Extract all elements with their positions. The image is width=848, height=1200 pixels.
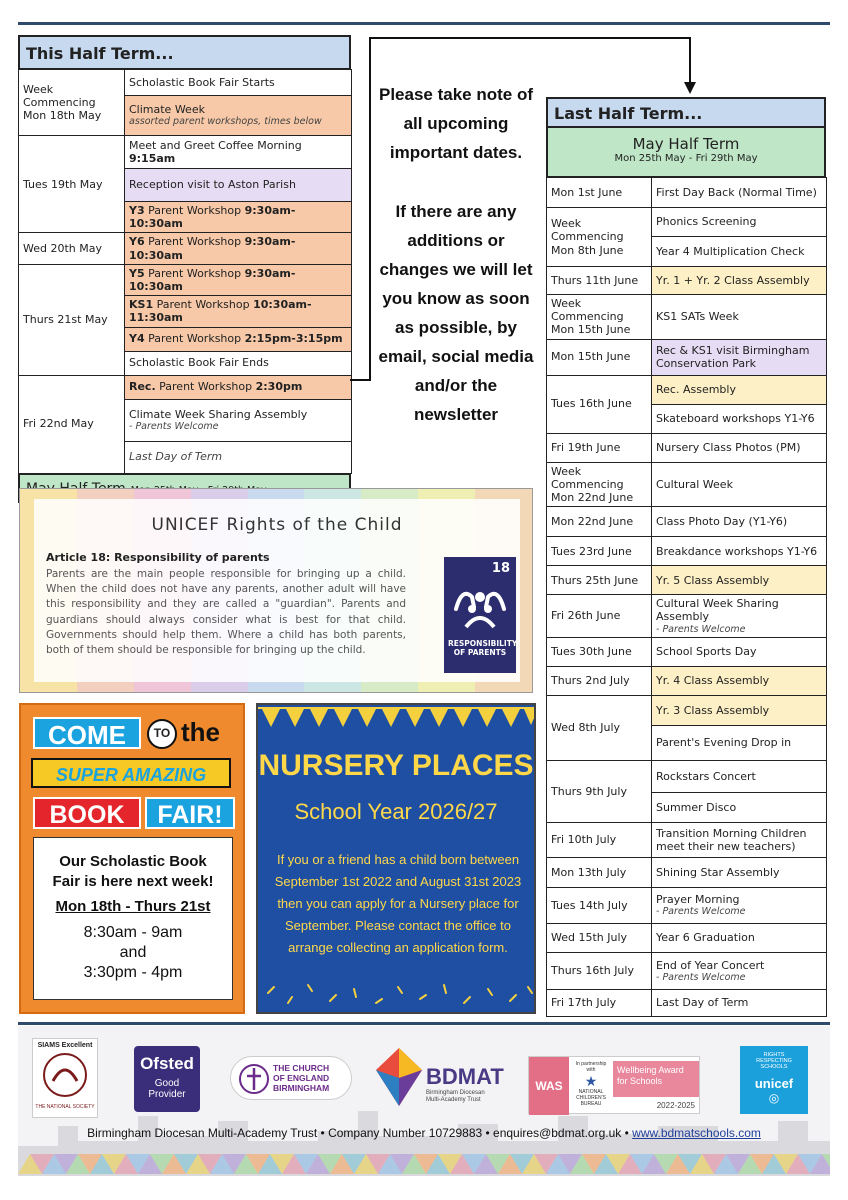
date-cell: Tues 30th June xyxy=(547,637,652,666)
bdmat-sub-2: Multi-Academy Trust xyxy=(426,1097,481,1103)
nursery-text: If you or a friend has a child born between September 1st 2022 and August 31st 2023 then you can apply for a Nursery place for September. Please contact the office to arrange collecting an application form. xyxy=(274,852,522,955)
note-paragraph-2: If there are any additions or changes we will let you know as soon as possible, by email, social media and/or the newsletter xyxy=(378,202,534,424)
this-half-term-title: This Half Term... xyxy=(18,35,351,70)
date-cell: Week Commencing Mon 18th May xyxy=(19,70,125,136)
contact-details: Birmingham Diocesan Multi-Academy Trust • Company Number 10729883 • enquires@bdmat.org.uk • xyxy=(87,1126,633,1140)
event-cell: Climate Week assorted parent workshops, times below xyxy=(125,96,352,136)
event-cell: Skateboard workshops Y1-Y6 xyxy=(652,404,827,433)
date-cell: Wed 20th May xyxy=(19,233,125,264)
event-cell: Class Photo Day (Y1-Y6) xyxy=(652,507,827,537)
bdmat-label: BDMAT xyxy=(426,1064,504,1089)
confetti-decoration xyxy=(258,973,536,1013)
come-word: COME xyxy=(33,717,141,749)
event-cell: Yr. 3 Class Assembly xyxy=(652,695,827,725)
last-term-table xyxy=(546,177,827,1017)
super-amazing-banner: SUPER AMAZING xyxy=(31,758,231,788)
book-fair-dates: Mon 18th - Thurs 21st xyxy=(55,898,211,915)
date-cell: Week Commencing Mon 8th June xyxy=(547,208,652,267)
may-half-term-header xyxy=(546,128,826,178)
cross-icon xyxy=(239,1063,269,1095)
unicef-title: UNICEF Rights of the Child xyxy=(151,515,403,535)
coe-line-3: BIRMINGHAM xyxy=(273,1083,330,1093)
event-cell: Phonics Screening xyxy=(652,208,827,237)
event-cell: Transition Morning Children meet their new teachers) xyxy=(652,822,827,857)
event-cell: Climate Week Sharing Assembly - Parents Welcome xyxy=(125,399,352,441)
globe-icon: ◎ xyxy=(768,1091,780,1105)
event-cell: KS1 SATs Week xyxy=(652,295,827,340)
date-cell: Mon 15th June xyxy=(547,339,652,375)
half-term-label: May Half Term xyxy=(632,135,740,153)
church-of-england-logo xyxy=(230,1056,352,1100)
siams-logo xyxy=(32,1038,98,1118)
date-cell: Fri 19th June xyxy=(547,433,652,462)
date-cell: Thurs 9th July xyxy=(547,760,652,822)
event-cell: Last Day of Term xyxy=(125,441,352,473)
bdmat-kite-icon xyxy=(376,1048,422,1106)
event-cell: Y5 Parent Workshop 9:30am-10:30am xyxy=(125,264,352,295)
unicef-rights-panel xyxy=(19,488,533,693)
event-cell: Nursery Class Photos (PM) xyxy=(652,433,827,462)
event-cell: Last Day of Term xyxy=(652,989,827,1016)
this-term-table xyxy=(18,69,352,474)
event-cell: Summer Disco xyxy=(652,792,827,822)
top-rule xyxy=(18,22,830,25)
siams-society: THE NATIONAL SOCIETY xyxy=(35,1104,95,1110)
event-cell: Meet and Greet Coffee Morning 9:15am xyxy=(125,136,352,169)
ofsted-rating-2: Provider xyxy=(148,1089,186,1100)
bdmat-logo xyxy=(376,1048,508,1110)
date-cell: Fri 26th June xyxy=(547,595,652,638)
event-cell: Breakdance workshops Y1-Y6 xyxy=(652,537,827,566)
date-cell: Fri 10th July xyxy=(547,822,652,857)
date-cell: Thurs 25th June xyxy=(547,566,652,595)
rrs-label: RIGHTS RESPECTING SCHOOLS xyxy=(756,1052,792,1070)
book-fair-and: and xyxy=(119,944,147,961)
date-cell: Wed 8th July xyxy=(547,695,652,760)
siams-label: SIAMS Excellent xyxy=(37,1042,93,1049)
article-18-badge xyxy=(444,557,516,673)
event-cell: Reception visit to Aston Parish xyxy=(125,169,352,202)
event-cell: Yr. 5 Class Assembly xyxy=(652,566,827,595)
coe-line-2: OF ENGLAND xyxy=(273,1073,330,1083)
event-cell: Prayer Morning - Parents Welcome xyxy=(652,887,827,923)
bunting-decoration xyxy=(258,705,536,735)
event-cell: School Sports Day xyxy=(652,637,827,666)
ofsted-rating: Good xyxy=(154,1078,180,1089)
wellbeing-award-logo xyxy=(528,1056,700,1114)
nursery-places-poster xyxy=(256,703,536,1014)
unicef-label: unicef xyxy=(754,1076,794,1091)
date-cell: Mon 22nd June xyxy=(547,507,652,537)
date-cell: Thurs 21st May xyxy=(19,264,125,375)
event-cell: Year 6 Graduation xyxy=(652,923,827,952)
the-word: the xyxy=(181,717,220,747)
fair-word: FAIR! xyxy=(145,797,235,829)
event-cell: First Day Back (Normal Time) xyxy=(652,178,827,208)
book-fair-time-1: 8:30am - 9am xyxy=(83,924,183,941)
nursery-subtitle: School Year 2026/27 xyxy=(294,799,498,824)
last-half-term-title: Last Half Term... xyxy=(546,97,826,128)
event-cell: Parent's Evening Drop in xyxy=(652,725,827,760)
date-cell: Week Commencing Mon 15th June xyxy=(547,295,652,340)
date-cell: Fri 22nd May xyxy=(19,375,125,473)
book-fair-poster xyxy=(19,703,245,1014)
was-years: 2022-2025 xyxy=(656,1101,695,1110)
unicef-content xyxy=(34,499,520,682)
book-fair-details xyxy=(33,837,233,1000)
last-half-term-panel xyxy=(546,97,826,1017)
this-half-term-panel xyxy=(18,35,351,503)
date-cell: Thurs 16th July xyxy=(547,952,652,989)
book-word: BOOK xyxy=(33,797,141,829)
event-cell: Year 4 Multiplication Check xyxy=(652,237,827,267)
date-cell: Week Commencing Mon 22nd June xyxy=(547,462,652,507)
event-cell: Scholastic Book Fair Ends xyxy=(125,351,352,375)
date-cell: Wed 15th July xyxy=(547,923,652,952)
event-cell: Y3 Parent Workshop 9:30am-10:30am xyxy=(125,202,352,233)
was-ncb: NATIONAL CHILDREN'S BUREAU xyxy=(576,1089,606,1107)
footer-contact xyxy=(0,1126,848,1140)
was-partner: In partnership with xyxy=(575,1061,607,1073)
was-label: WAS xyxy=(529,1057,569,1115)
event-cell: Rec & KS1 visit Birmingham Conservation Park xyxy=(652,339,827,375)
siams-emblem-icon xyxy=(41,1051,89,1099)
rights-respecting-schools-logo xyxy=(740,1046,808,1114)
event-cell: End of Year Concert - Parents Welcome xyxy=(652,952,827,989)
ofsted-logo xyxy=(134,1046,200,1112)
event-cell: Cultural Week Sharing Assembly - Parents Welcome xyxy=(652,595,827,638)
event-cell: Y4 Parent Workshop 2:15pm-3:15pm xyxy=(125,327,352,351)
event-cell: Cultural Week xyxy=(652,462,827,507)
event-cell: Rec. Assembly xyxy=(652,375,827,404)
bdmat-sub-1: Birmingham Diocesan xyxy=(426,1090,485,1096)
nursery-title: NURSERY PLACES xyxy=(258,749,534,782)
star-icon: ★ xyxy=(584,1073,598,1089)
event-cell: KS1 Parent Workshop 10:30am-11:30am xyxy=(125,296,352,327)
ofsted-label: Ofsted xyxy=(140,1054,194,1073)
date-cell: Tues 23rd June xyxy=(547,537,652,566)
date-cell: Mon 1st June xyxy=(547,178,652,208)
footer-rule xyxy=(18,1022,830,1025)
was-award: Wellbeing Award for Schools xyxy=(613,1061,699,1097)
article-heading: Article 18: Responsibility of parents xyxy=(46,551,270,564)
event-cell: Y6 Parent Workshop 9:30am-10:30am xyxy=(125,233,352,264)
half-term-dates: Mon 25th May - Fri 29th May xyxy=(614,153,758,164)
date-cell: Thurs 11th June xyxy=(547,267,652,295)
event-cell: Yr. 1 + Yr. 2 Class Assembly xyxy=(652,267,827,295)
date-cell: Tues 16th June xyxy=(547,375,652,433)
date-cell: Tues 14th July xyxy=(547,887,652,923)
website-link[interactable]: www.bdmatschools.com xyxy=(632,1126,761,1140)
article-text: Parents are the main people responsible for bringing up a child. When the child does not have any parents, another adult will have this responsibility and they are called a "guardian". Parents and guardians should always consider what is best for that child. Governments should help them. Where a child has both parents, both of them should be responsible for bringing up the child. xyxy=(46,568,406,657)
event-cell: Rockstars Concert xyxy=(652,760,827,792)
to-circle: TO xyxy=(147,719,177,749)
event-cell: Shining Star Assembly xyxy=(652,857,827,887)
date-cell: Tues 19th May xyxy=(19,136,125,233)
date-cell: Thurs 2nd July xyxy=(547,666,652,695)
book-fair-time-2: 3:30pm - 4pm xyxy=(83,964,183,981)
date-cell: Mon 13th July xyxy=(547,857,652,887)
badge-number: 18 xyxy=(491,561,510,576)
note-paragraph-1: Please take note of all upcoming important dates. xyxy=(378,85,533,162)
event-cell: Rec. Parent Workshop 2:30pm xyxy=(125,375,352,399)
date-cell: Fri 17th July xyxy=(547,989,652,1016)
event-cell: Yr. 4 Class Assembly xyxy=(652,666,827,695)
badge-label: RESPONSIBILITY OF PARENTS xyxy=(448,639,518,657)
important-dates-note xyxy=(378,80,534,429)
book-fair-announcement: Our Scholastic Book Fair is here next week! xyxy=(52,853,214,890)
family-hands-icon xyxy=(452,579,508,631)
coe-line-1: THE CHURCH xyxy=(273,1063,330,1073)
triangle-border xyxy=(18,1154,830,1174)
event-cell: Scholastic Book Fair Starts xyxy=(125,70,352,96)
